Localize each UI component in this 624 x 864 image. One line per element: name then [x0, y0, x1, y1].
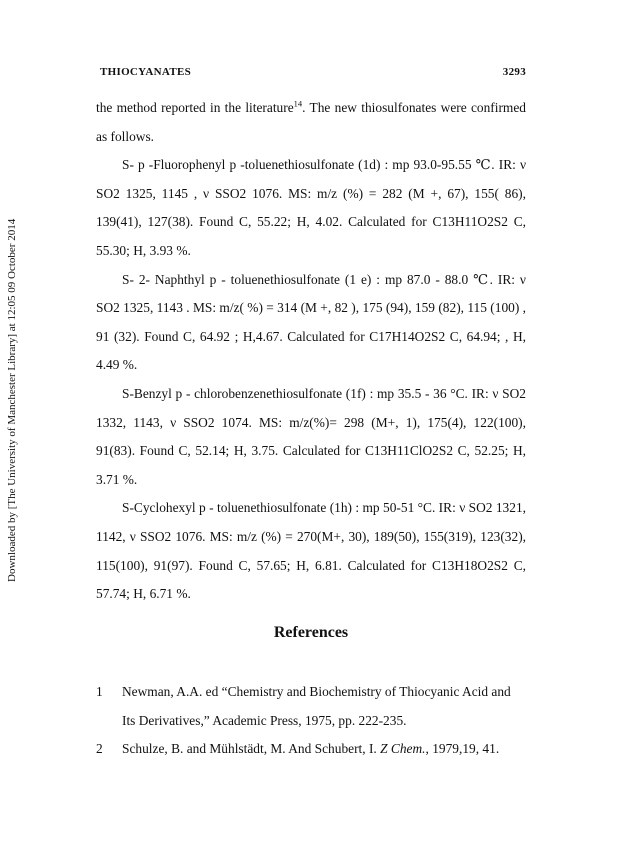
journal-page	[96, 0, 526, 864]
compound-1e	[96, 266, 526, 380]
reference-journal: Z Chem.	[380, 741, 426, 757]
reference-item	[96, 678, 526, 735]
reference-number: 1	[96, 684, 103, 699]
reference-number: 2	[96, 741, 103, 757]
running-head-title: THIOCYANATES	[100, 66, 192, 78]
reference-text: Newman, A.A. ed “Chemistry and Biochemistry of Thiocyanic Acid and Its Derivatives,” Academic Press, 1975, pp. 222-235.	[122, 684, 511, 728]
compound-1d-data: IR: ν SO2 1325, 1145 , ν SSO2 1076. MS: m/z (%) = 282 (M +, 67), 155( 86), 139(41), 127(38). Found C, 55.22; H, 4.02. Calculated for C13H11O2S2 C, 55.30; H, 3.93 %.	[96, 157, 526, 258]
reference-item	[96, 735, 526, 764]
intro-text: the method reported in the literature	[96, 100, 294, 115]
compound-1d	[96, 151, 526, 265]
download-watermark-text: Downloaded by [The University of Manchester Library] at 12:05 09 October 2014	[6, 218, 18, 582]
compound-1f-title: S-Benzyl p - chlorobenzenethiosulfonate (1f) : mp 35.5 - 36 °C.	[122, 385, 468, 401]
compound-1e-data: IR: ν SO2 1325, 1143 . MS: m/z( %) = 314 (M +, 82 ), 175 (94), 159 (82), 115 (100) , 91 (32). Found C, 64.92 ; H,4.67. Calculated for C17H14O2S2 C, 64.94; , H, 4.49 %.	[96, 271, 526, 373]
intro-ref: 14	[293, 98, 303, 109]
body-text	[96, 94, 526, 609]
compound-1f	[96, 380, 526, 494]
compound-1h-data: ν SO2 1321, 1142, ν SSO2 1076. MS: m/z (%) = 270(M+, 30), 189(50), 155(319), 123(32), 115(100), 91(97). Found C, 57.65; H, 6.81. Calculated for C13H18O2S2 C, 57.74; H, 6.71 %.	[96, 500, 526, 602]
compound-1h	[96, 494, 526, 608]
intro-paragraph	[96, 94, 526, 151]
references-list	[96, 678, 526, 764]
reference-authors: Schulze, B. and Mühlstädt, M. And Schubert, I.	[122, 741, 381, 757]
compound-1d-title: S- p -Fluorophenyl p -toluenethiosulfonate (1d) : mp 93.0-95.55 ℃.	[122, 157, 495, 173]
download-watermark	[6, 130, 30, 670]
references-heading: References	[273, 624, 349, 641]
compound-1h-title: S-Cyclohexyl p - toluenethiosulfonate (1h) : mp 50-51 °C. IR:	[122, 500, 456, 516]
page-number: 3293	[502, 66, 526, 78]
reference-details: , 1979,19, 41.	[425, 741, 500, 757]
compound-1e-title: S- 2- Naphthyl p - toluenethiosulfonate (1 e) : mp 87.0 - 88.0 ℃.	[122, 271, 493, 287]
compound-1f-data: IR: ν SO2 1332, 1143, ν SSO2 1074. MS: m/z(%)= 298 (M+, 1), 175(4), 122(100), 91(83). Found C, 52.14; H, 3.75. Calculated for C13H11ClO2S2 C, 52.25; H, 3.71 %.	[96, 385, 526, 487]
intro-text-2: . The new thiosulfonates were confirmed as follows.	[96, 100, 526, 144]
